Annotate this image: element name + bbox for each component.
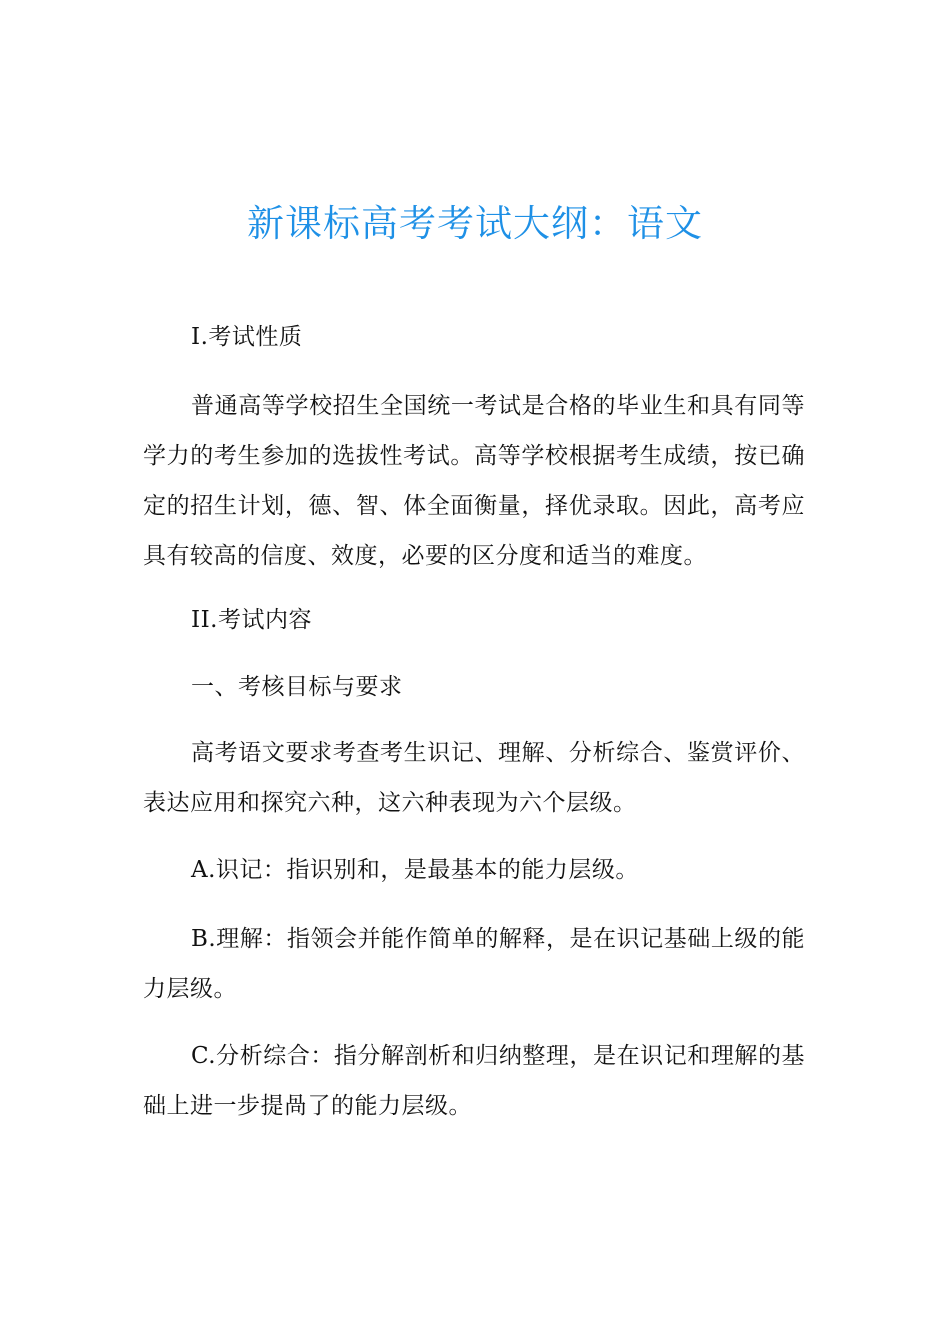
paragraph-objectives: 高考语文要求考查考生识记、理解、分析综合、鉴赏评价、表达应用和探究六种，这六种表现为六个层级。 xyxy=(143,740,805,816)
section-heading-exam-nature: I.考试性质 xyxy=(191,324,303,350)
section-heading-exam-content: II.考试内容 xyxy=(191,607,312,633)
list-item-b: B.理解：指领会并能作简单的解释，是在识记基础上级的能力层级。 xyxy=(143,926,805,1002)
list-item-c: C.分析综合：指分解剖析和归纳整理，是在识记和理解的基础上进一步提咼了的能力层级。 xyxy=(143,1043,805,1119)
document-title: 新课标高考考试大纲：语文 xyxy=(247,202,703,245)
paragraph-exam-nature: 普通高等学校招生全国统一考试是合格的毕业生和具有同等学力的考生参加的选拔性考试。高等学校根据考生成绩，按已确定的招生计划，德、智、体全面衡量，择优录取。因此，高考应具有较高的信度、效度，必要的区分度和适当的难度。 xyxy=(143,393,805,569)
list-item-a: A.识记：指识别和，是最基本的能力层级。 xyxy=(191,857,639,883)
subsection-heading-objectives: 一、考核目标与要求 xyxy=(191,674,403,700)
